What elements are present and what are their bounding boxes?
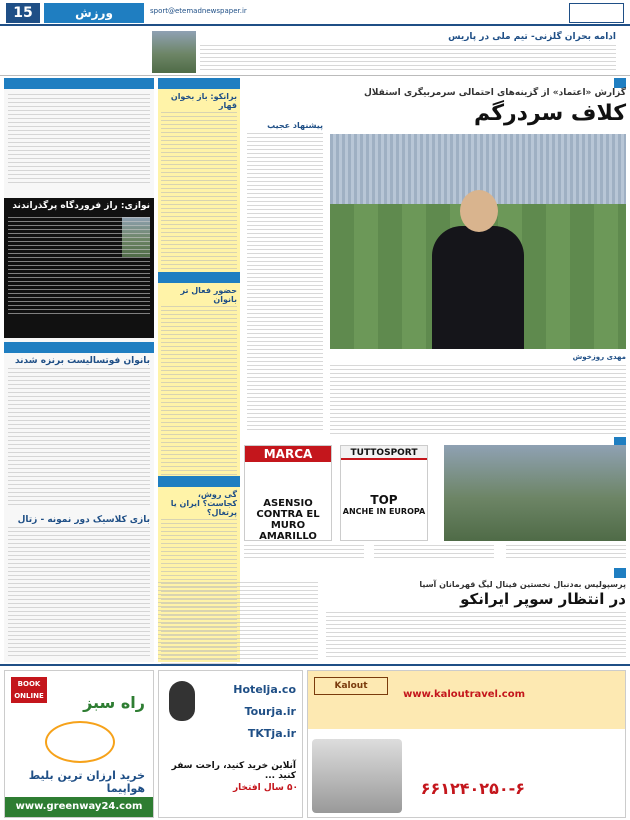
bottom-body-left xyxy=(158,582,318,660)
top-strip-body xyxy=(200,45,616,73)
coach-head xyxy=(460,190,498,232)
hotelja-slogan: آنلاین خرید کنید، راحت سفر کنید ... xyxy=(171,761,296,781)
sidebar-body-1 xyxy=(8,94,150,186)
tuttosport-masthead: TUTTOSPORT xyxy=(341,446,427,460)
kalout-bottom-phone: ۶۶۱۲۴۰۲۵۰-۶ xyxy=(420,779,525,798)
yellow-label-1 xyxy=(158,78,240,89)
greenway-url[interactable]: www.greenway24.com xyxy=(5,797,153,817)
people-photo xyxy=(312,739,402,813)
main-body xyxy=(330,365,626,435)
top-strip-story xyxy=(0,28,630,76)
sidebar-label-3 xyxy=(4,342,154,353)
kalout-bottom-panel xyxy=(308,733,625,817)
yellow-body-1 xyxy=(161,112,237,270)
sidebar-label-1 xyxy=(4,78,154,89)
tuttosport-cover xyxy=(340,445,428,541)
photo-caption-3 xyxy=(244,545,364,561)
tktja-site[interactable]: TKTja.ir xyxy=(247,727,296,740)
greenway-logo xyxy=(45,721,115,763)
team-photo xyxy=(152,31,196,73)
sidebar-story-1 xyxy=(4,78,154,196)
top-strip-title: ادامه بحران گلزنی- تیم ملی در پاریس xyxy=(448,32,616,42)
greenway-title: راه سبز xyxy=(83,693,145,712)
tuttosport-headline xyxy=(341,460,427,518)
main-headline: کلاف سردرگم xyxy=(473,101,626,126)
marca-headline: ASENSIO CONTRA EL MURO AMARILLO xyxy=(256,498,320,541)
sidebar-title-3: بانوان فوتسالیست برنزه شدند xyxy=(14,356,150,366)
page-header xyxy=(0,0,630,26)
sidebar-story-3 xyxy=(4,342,154,508)
yellow-story-1 xyxy=(158,78,240,268)
marca-cover xyxy=(244,445,332,541)
sidebar-story-4 xyxy=(4,512,154,662)
hotelja-years: ۵۰ سال افتخار xyxy=(232,783,298,793)
bottom-body-right xyxy=(326,612,626,660)
left-sidebar xyxy=(4,78,154,662)
section-title: ورزش xyxy=(44,3,144,23)
hotelja-ad[interactable] xyxy=(158,670,303,818)
kalout-url[interactable]: www.kaloutravel.com xyxy=(403,689,525,700)
photo-row xyxy=(244,437,626,565)
tuttosport-headline-small: ANCHE IN EUROPA xyxy=(342,507,426,516)
bottom-kicker: پرسپولیس به‌دنبال نخستین فینال لیگ قهرمانان آسیا xyxy=(419,580,626,589)
hotelja-site[interactable]: Hotelja.co xyxy=(233,683,296,696)
bottom-headline: در انتظار سوپر ایرانکو xyxy=(460,590,626,608)
tourja-site[interactable]: Tourja.ir xyxy=(244,705,296,718)
main-byline: مهدی روزخوش xyxy=(572,353,626,361)
yellow-story-2 xyxy=(158,272,240,472)
kalout-ad[interactable] xyxy=(307,670,626,818)
womens-football-photo xyxy=(444,445,626,541)
section-email[interactable]: sport@etemadnewspaper.ir xyxy=(150,7,247,15)
yellow-label-2 xyxy=(158,272,240,283)
page-number: 15 xyxy=(6,3,40,23)
kalout-top-panel xyxy=(308,671,625,729)
sidebar-body-2 xyxy=(8,217,150,317)
suggestion-column xyxy=(244,78,326,438)
suggestion-title: پیشنهاد عجیب xyxy=(267,121,323,130)
sidebar-title-2: نوازی: راز فروردگاه پرگذراندند xyxy=(12,201,150,211)
main-section-label xyxy=(614,78,626,88)
newspaper-logo xyxy=(569,3,624,23)
yellow-body-2 xyxy=(161,306,237,476)
yellow-title-3: گی روش، کجاست؟ ایران یا پرتغال؟ xyxy=(170,490,237,517)
marca-masthead: MARCA xyxy=(245,446,331,462)
coach-figure xyxy=(432,226,524,349)
main-kicker: گزارش «اعتماد» از گزینه‌های احتمالی سرمربیگری استقلال xyxy=(364,88,626,98)
suggestion-body xyxy=(247,133,323,433)
main-story xyxy=(330,78,626,438)
sidebar-body-3 xyxy=(8,368,150,506)
sidebar-title-4: بازی کلاسیک دور نمونه - زتال xyxy=(17,515,150,525)
kalout-logo: Kalout xyxy=(314,677,388,695)
yellow-title-2: حضور فعال تر بانوان xyxy=(180,286,237,304)
yellow-label-3 xyxy=(158,476,240,487)
coach-photo xyxy=(330,134,626,349)
greenway-slogan: خرید ارزان ترین بلیط هواپیما xyxy=(28,769,145,795)
yellow-title-1: برانکو: باز بخوان قهار xyxy=(170,92,237,110)
bottom-section-label xyxy=(614,568,626,578)
sidebar-body-4 xyxy=(8,527,150,657)
sidebar-story-2 xyxy=(4,198,154,338)
bottom-story xyxy=(158,568,626,662)
photo-caption-2 xyxy=(374,545,494,561)
advertisements xyxy=(0,664,630,820)
greenway-ad[interactable] xyxy=(4,670,154,818)
book-online-badge: BOOK ONLINE xyxy=(11,677,47,703)
tuttosport-headline-big: TOP xyxy=(370,493,398,507)
photo-caption-1 xyxy=(506,545,626,561)
mouse-icon xyxy=(169,681,195,721)
